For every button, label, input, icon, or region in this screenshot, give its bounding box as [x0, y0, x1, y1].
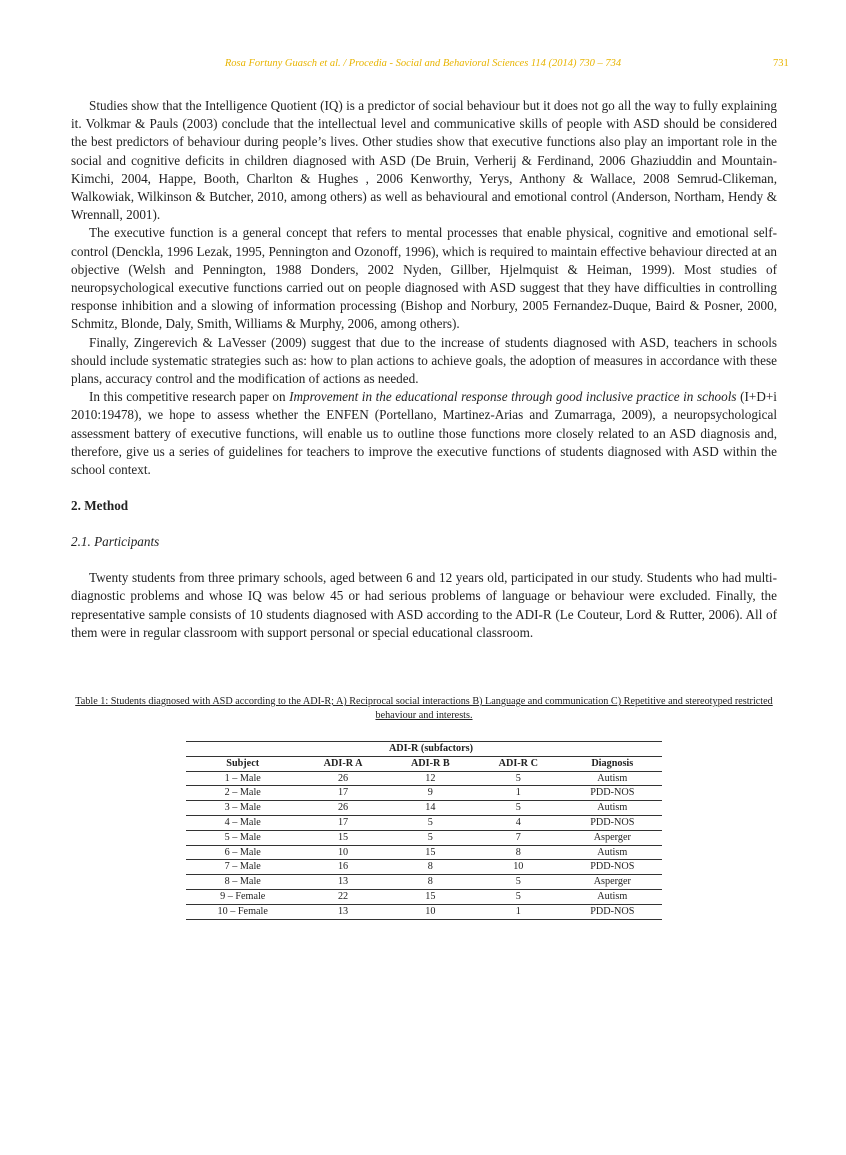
page-number: 731: [773, 58, 789, 69]
cell-adi-a: 26: [299, 771, 386, 786]
cell-adi-c: 5: [474, 889, 563, 904]
cell-adi-c: 10: [474, 860, 563, 875]
cell-adi-c: 5: [474, 801, 563, 816]
col-header-diagnosis: Diagnosis: [563, 756, 662, 771]
journal-citation: Rosa Fortuny Guasch et al. / Procedia - Social and Behavioral Sciences 114 (2014) 730 – 734: [224, 58, 622, 69]
cell-adi-a: 17: [299, 815, 386, 830]
cell-adi-a: 26: [299, 801, 386, 816]
cell-diagnosis: PDD-NOS: [563, 860, 662, 875]
running-header: [0, 58, 846, 74]
col-header-subject: Subject: [186, 756, 299, 771]
body-text: [71, 97, 777, 642]
cell-adi-b: 15: [387, 845, 474, 860]
paragraph-research-paper: [71, 388, 777, 479]
cell-subject: 8 – Male: [186, 875, 299, 890]
cell-diagnosis: PDD-NOS: [563, 815, 662, 830]
cell-adi-c: 1: [474, 786, 563, 801]
cell-adi-b: 14: [387, 801, 474, 816]
cell-diagnosis: Autism: [563, 845, 662, 860]
table-row: [186, 845, 662, 860]
cell-diagnosis: Autism: [563, 801, 662, 816]
table-row: [186, 815, 662, 830]
cell-adi-a: 22: [299, 889, 386, 904]
cell-subject: 5 – Male: [186, 830, 299, 845]
cell-adi-b: 12: [387, 771, 474, 786]
cell-subject: 3 – Male: [186, 801, 299, 816]
cell-diagnosis: PDD-NOS: [563, 786, 662, 801]
cell-adi-b: 10: [387, 904, 474, 919]
table-row: [186, 860, 662, 875]
cell-adi-b: 9: [387, 786, 474, 801]
cell-subject: 9 – Female: [186, 889, 299, 904]
cell-adi-b: 5: [387, 830, 474, 845]
cell-adi-a: 13: [299, 904, 386, 919]
cell-diagnosis: PDD-NOS: [563, 904, 662, 919]
cell-subject: 6 – Male: [186, 845, 299, 860]
cell-adi-b: 8: [387, 860, 474, 875]
col-header-adi-a: ADI-R A: [299, 756, 386, 771]
cell-subject: 7 – Male: [186, 860, 299, 875]
cell-adi-a: 10: [299, 845, 386, 860]
cell-adi-b: 5: [387, 815, 474, 830]
cell-diagnosis: Asperger: [563, 875, 662, 890]
cell-subject: 4 – Male: [186, 815, 299, 830]
cell-subject: 1 – Male: [186, 771, 299, 786]
paragraph-participants: Twenty students from three primary schools, aged between 6 and 12 years old, participated in our study. Students who had multi-diagnostic problems and whose IQ was below 45 or had serious problems of language or behaviour were excluded. Finally, the representative sample consists of 10 students diagnosed with ASD according to the ADI-R (Le Couteur, Lord & Rutter, 2006). All of them were in regular classroom with support personal or special educational classroom.: [71, 570, 777, 640]
cell-adi-a: 15: [299, 830, 386, 845]
cell-adi-b: 8: [387, 875, 474, 890]
cell-adi-a: 13: [299, 875, 386, 890]
col-header-adi-c: ADI-R C: [474, 756, 563, 771]
paragraph-iq: Studies show that the Intelligence Quotient (IQ) is a predictor of social behaviour but it does not go all the way to fully explaining it. Volkmar & Pauls (2003) conclude that the intellectual level and communicative skills of people with ASD should be considered the best predictors of behaviour during people’s lives. Other studies show that executive functions also play an important role in the social and cognitive deficits in children diagnosed with ASD (De Bruin, Verherij & Ferdinand, 2006 Ghaziuddin and Mountain-Kimchi, 2004, Happe, Booth, Charlton & Hughes , 2006 Kenworthy, Yerys, Anthony & Wallace, 2008 Semrud-Clikeman, Walkowiak, Wilkinson & Butcher, 2010, among others) as well as behavioural and emotional control (Anderson, Northam, Hendy & Wrennall, 2001).: [71, 98, 777, 223]
cell-adi-b: 15: [387, 889, 474, 904]
method-heading: 2. Method: [71, 498, 129, 514]
p4-pre: In this competitive research paper on: [89, 389, 290, 405]
table-row: [186, 904, 662, 919]
p4-post: (I+D+i 2010:19478), we hope to assess whether the ENFEN (Portellano, Martinez-Arias and Zumarraga, 2009), a neuropsychological assessment battery of executive functions, will enable us to outline those functions more closely related to an ASD diagnosis and, therefore, give us a series of guidelines for teachers to improve the executive functions of students diagnosed with ASD within the school context.: [71, 389, 777, 478]
cell-diagnosis: Asperger: [563, 830, 662, 845]
cell-adi-c: 5: [474, 771, 563, 786]
cell-subject: 2 – Male: [186, 786, 299, 801]
cell-diagnosis: Autism: [563, 889, 662, 904]
table-header-row: [186, 756, 662, 771]
cell-adi-c: 7: [474, 830, 563, 845]
table-row: [186, 875, 662, 890]
paragraph-zingerevich: Finally, Zingerevich & LaVesser (2009) suggest that due to the increase of students diagnosed with ASD, teachers in schools should include systematic strategies such as: how to plan actions to achieve goals, the adoption of measures in accordance with these plans, accuracy control and the modification of actions as needed.: [71, 334, 777, 387]
col-header-adi-b: ADI-R B: [387, 756, 474, 771]
cell-adi-c: 1: [474, 904, 563, 919]
cell-adi-a: 16: [299, 860, 386, 875]
table-row: [186, 771, 662, 786]
table-body: [186, 771, 662, 919]
table-caption: Table 1: Students diagnosed with ASD according to the ADI-R; A) Reciprocal social interactions B) Language and communication C) Repetitive and stereotyped restricted behaviour and interests.: [75, 696, 773, 721]
group-header: ADI-R (subfactors): [299, 742, 562, 757]
table-row: [186, 889, 662, 904]
cell-adi-c: 8: [474, 845, 563, 860]
cell-subject: 10 – Female: [186, 904, 299, 919]
table-row: [186, 830, 662, 845]
table-row: [186, 801, 662, 816]
cell-adi-a: 17: [299, 786, 386, 801]
table-row: [186, 786, 662, 801]
cell-adi-c: 5: [474, 875, 563, 890]
paragraph-executive-function: The executive function is a general concept that refers to mental processes that enable physical, cognitive and emotional self-control (Denckla, 1996 Lezak, 1995, Pennington and Ozonoff, 1996), which is required to maintain effective behaviour directed at an objective (Welsh and Pennington, 1988 Donders, 2002 Nyden, Gillber, Hjelmquist & Heiman, 1999). Most studies of neuropsychological executive functions carried out on people diagnosed with ASD suggest that they have difficulties in controlling response inhibition and a slowing of information processing (Bishop and Norbury, 2005 Fernandez-Duque, Baird & Posner, 2000, Schmitz, Blonde, Daly, Smith, Williams & Murphy, 2006, among others).: [71, 225, 777, 332]
cell-adi-c: 4: [474, 815, 563, 830]
table-group-header-row: [186, 742, 662, 757]
project-title: Improvement in the educational response through good inclusive practice in schools: [289, 389, 737, 405]
participants-heading: 2.1. Participants: [71, 534, 160, 550]
adi-r-table: [186, 741, 662, 920]
cell-diagnosis: Autism: [563, 771, 662, 786]
